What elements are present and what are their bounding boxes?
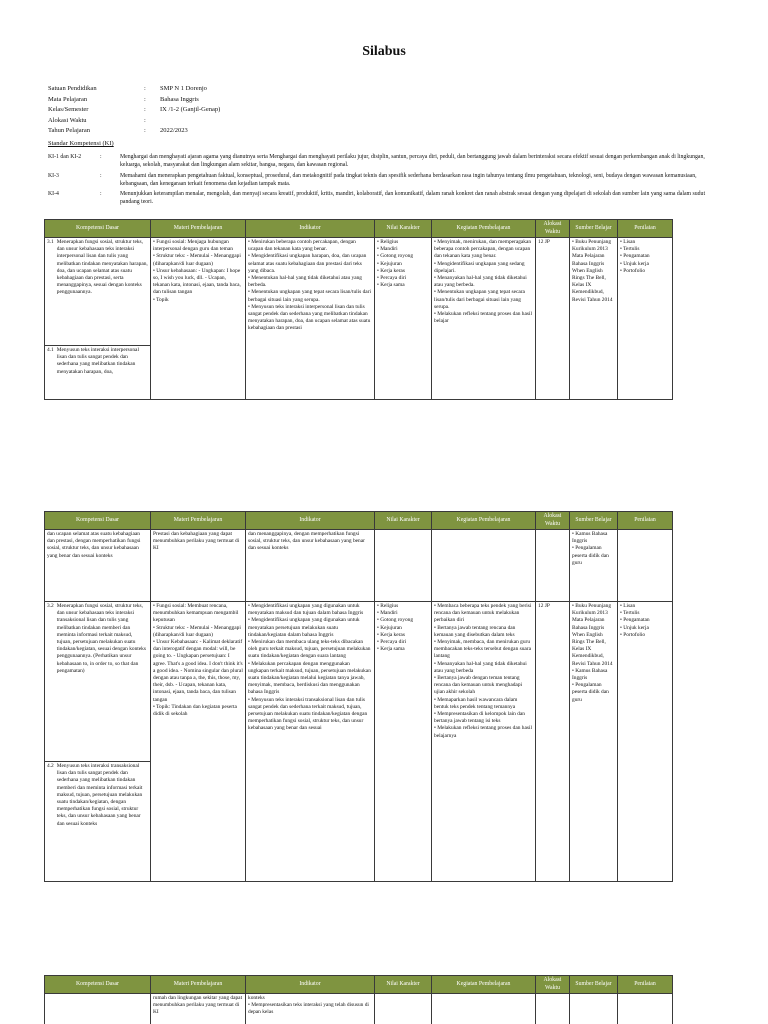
header-kegiatan: Kegiatan Pembelajaran [432, 512, 536, 530]
info-row-year: Tahun Pelajaran : 2022/2023 [48, 126, 460, 137]
nilai-cell: • Religius • Mandiri • Gotong royong • Kejujuran • Kerja keras • Percaya diri • Kerja sama [375, 602, 432, 882]
info-label: Kelas/Semester [48, 106, 89, 113]
sumber-cell [570, 994, 618, 1024]
info-label: Satuan Pendidikan [48, 85, 97, 92]
materi-cell: rumah dan lingkungan sekitar yang dapat menumbuhkan perilaku yang termuat di KI [151, 994, 246, 1024]
header-kegiatan: Kegiatan Pembelajaran [432, 976, 536, 994]
core-competencies [48, 153, 718, 209]
info-value [160, 116, 460, 127]
info-value: 2022/2023 [160, 127, 188, 134]
nilai-cell [375, 994, 432, 1024]
table-header-row [45, 220, 673, 238]
ki-row: KI-1 dan KI-2 : Menghargai dan menghayati ajaran agama yang dianutnya serta Menghargai dan menghayati perilaku jujur, disiplin, santun, percaya diri, peduli, dan bertanggung jawab dalam berinteraksi secara efektif sesuai dengan perkembangan anak di lingkungan, keluarga, sekolah, masyarakat dan lingkungan alam sekitar, bangsa, negara, dan kawasan regional. [48, 153, 718, 170]
syllabus-table-3 [44, 975, 673, 1024]
header-nilai: Nilai Karakter [375, 220, 432, 238]
nilai-cell: • Religius • Mandiri • Gotong royong • Kejujuran • Kerja keras • Percaya diri • Kerja sama [375, 238, 432, 400]
syllabus-table-1 [44, 219, 673, 400]
materi-cell: • Fungsi sosial: Menjaga hubungan interpersonal dengan guru dan teman • Struktur teks: - Memulai - Menanggapi (diharapkan/di luar dugaan) • Unsur kebahasaan: - Ungkapan: I hope so, I wish you luck, dll. - Ucapan, tekanan kata, intonasi, ejaan, tanda baca, dan tulisan tangan • Topik [151, 238, 246, 400]
ki-code: KI-3 [48, 172, 59, 179]
alokasi-cell [536, 994, 570, 1024]
header-materi: Materi Pembelajaran [151, 976, 246, 994]
table-row [45, 994, 673, 1024]
penilaian-cell [618, 530, 673, 602]
header-penilaian: Penilaian [618, 512, 673, 530]
info-label: Mata Pelajaran [48, 95, 88, 103]
info-label: Alokasi Waktu [48, 116, 87, 124]
alokasi-cell [536, 530, 570, 602]
penilaian-cell: • Lisan • Tertulis • Pengamatan • Unjuk kerja • Portofolio [618, 602, 673, 882]
ki-text: Menghargai dan menghayati ajaran agama yang dianutnya serta Menghargai dan menghayati perilaku jujur, disiplin, santun, percaya diri, peduli, dan bertanggung jawab dalam berinteraksi secara efektif sesuai dengan perkembangan anak di lingkungan, keluarga, sekolah, masyarakat dan lingkungan alam sekitar, bangsa, negara, dan kawasan regional. [120, 154, 705, 169]
kd-text: Menyusun teks interaksi transaksional lisan dan tulis sangat pendek dan sederhana yang melibatkan tindakan memberi dan meminta informasi terkait maksud, tujuan, persetujuan melakukan suatu tindakan/kegiatan, dengan memperhatikan fungsi sosial, struktur teks, dan unsur kebahasaan yang benar dan sesuai konteks [56, 763, 143, 827]
indikator-cell: dan menanggapinya, dengan memperhatikan fungsi sosial, struktur teks, dan unsur kebahasaan yang benar dan sesuai konteks [246, 530, 375, 602]
kd-cell [45, 762, 151, 882]
page-title: Silabus [362, 44, 406, 59]
kd-cell: dan ucapan selamat atas suatu kebahagiaan dan prestasi, dengan memperhatikan fungsi sosial, struktur teks, dan unsur kebahasaan yang benar dan sesuai konteks [45, 530, 151, 602]
info-label: Tahun Pelajaran [48, 127, 90, 134]
info-row-class: Kelas/Semester : IX /1-2 (Ganjil-Genap) [48, 105, 460, 116]
competency-standard-label: Standar Kompetensi (KI) [48, 140, 114, 147]
info-row-school: Satuan Pendidikan : SMP N 1 Dorenjo [48, 84, 460, 95]
table-row [45, 238, 673, 346]
kd-number: 4.1 [47, 347, 54, 353]
kd-text: Menerapkan fungsi sosial, struktur teks, dan unsur kebahasaan teks interaksi interpersonal lisan dan tulis yang melibatkan tindakan menyatakan harapan, doa, dan ucapan selamat atas suatu kebahagiaan dan prestasi, serta menanggapinya, sesuai dengan konteks penggunaannya. [56, 239, 148, 296]
header-penilaian: Penilaian [618, 976, 673, 994]
kd-number: 4.2 [47, 763, 54, 769]
header-nilai: Nilai Karakter [375, 512, 432, 530]
info-row-time: Alokasi Waktu : [48, 116, 460, 127]
ki-text: Memahami dan menerapkan pengetahuan faktual, konseptual, prosedural, dan metakognitif pada tingkat teknis dan spesifik sederhana berdasarkan rasa ingin tahunya tentang ilmu pengetahuan, teknologi, seni, budaya dengan wawasan kemanusiaan, kebangsaan, dan kenegaraan terkait fenomena dan kejadian tampak mata. [120, 172, 697, 187]
header-materi: Materi Pembelajaran [151, 512, 246, 530]
table-row [45, 602, 673, 762]
info-value: SMP N 1 Dorenjo [160, 85, 207, 92]
header-alokasi: Alokasi Waktu [536, 512, 570, 530]
header-materi: Materi Pembelajaran [151, 220, 246, 238]
table-header-row [45, 976, 673, 994]
table-row [45, 530, 673, 602]
materi-cell: Prestasi dan kebahagiaan yang dapat menumbuhkan perilaku yang termuat di KI [151, 530, 246, 602]
kegiatan-cell [432, 994, 536, 1024]
ki-row: KI-4 : Menunjukkan keterampilan menalar, mengolah, dan menyaji secara kreatif, produktif, kritis, mandiri, kolaboratif, dan komunikatif, dalam ranah konkret dan ranah abstrak sesuai dengan yang dipelajari di sekolah dan sumber lain yang sama dalam sudut pandang teori. [48, 190, 718, 207]
indikator-cell: • Mengidentifikasi ungkapan yang digunakan untuk menyatakan maksud dan tujuan dalam bahasa Inggris • Mengidentifikasi ungkapan yang digunakan untuk menyatakan persetujuan melakukan suatu tindakan/kegiatan dalam bahasa Inggris • Menirukan dan membaca ulang teks-teks dibacakan oleh guru terkait maksud, tujuan, persetujuan melakukan suatu tindakan/kegiatan dengan suara lantang • Melakukan percakapan dengan menggunakan ungkapan terkait maksud, tujuan, persetujuan melakukan suatu tindakan/kegiatan melalui kegiatan tanya jawab, menyimak, membaca, berdiskusi dan menggunakan bahasa Inggris • Menyusun teks interaksi transaksional lisan dan tulis sangat pendek dan sederhana terkait maksud, tujuan, persetujuan melakukan suatu tindakan/kegiatan dengan memperhatikan fungsi sosial, struktur teks, dan unsur kebahasaan yang benar dan sesuai [246, 602, 375, 882]
ki-code: KI-4 [48, 191, 59, 198]
indikator-cell: • Menirukan beberapa contoh percakapan, dengan ucapan dan tekanan kata yang benar. • Mengidentifikasi ungkapan harapan, doa, dan ucapan selamat atas suatu kebahagiaan dan prestasi dari teks yang dibaca. • Menentukan hal-hal yang tidak diketahui atau yang berbeda. • Menentukan ungkapan yang tepat secara lisan/tulis dari berbagai situasi lain yang serupa. • Menyusun teks interaksi interpersonal lisan dan tulis sangat pendek dan sederhana yang melibatkan tindakan menyatakan harapan, doa, dan ucapan selamat atas suatu kebahagiaan dan prestasi [246, 238, 375, 400]
kegiatan-cell: • Membaca beberapa teks pendek yang berisi rencana dan kemauan untuk melakukan perbaikan diri • Bertanya jawab tentang rencana dan kemauan yang disebutkan dalam teks • Menyimak, membaca, dan menirukan guru membacakan teks-teks tersebut dengan suara lantang • Menanyakan hal-hal yang tidak diketahui atau yang berbeda • Bertanya jawab dengan teman tentang rencana dan kemauan untuk menghadapi ujian akhir sekolah • Memaparkan hasil wawancara dalam bentuk teks pendek tentang temannya • Mempresentasikan di kelompok lain dan bertanya jawab tentang isi teks • Melakukan refleksi tentang proses dan hasil belajarnya [432, 602, 536, 882]
syllabus-table-2 [44, 511, 673, 882]
sumber-cell: • Kamus Bahasa Inggris • Pengalaman peserta didik dan guru [570, 530, 618, 602]
header-indikator: Indikator [246, 976, 375, 994]
header-sumber: Sumber Belajar [570, 976, 618, 994]
penilaian-cell [618, 994, 673, 1024]
alokasi-cell: 12 JP [536, 238, 570, 400]
indikator-cell: konteks • Mempresentasikan teks interaksi yang telah disusun di depan kelas [246, 994, 375, 1024]
info-value: IX /1-2 (Ganjil-Genap) [160, 106, 221, 113]
header-kegiatan: Kegiatan Pembelajaran [432, 220, 536, 238]
kd-text: Menerapkan fungsi sosial, struktur teks, dan unsur kebahasaan teks interaksi transaksional lisan dan tulis yang melibatkan tindakan memberi dan meminta informasi terkait maksud, tujuan, persetujuan melakukan suatu tindakan/kegiatan, sesuai dengan konteks penggunaannya. (Perhatikan unsur kebahasaan to, in order to, so that dan pengamatan) [56, 603, 146, 674]
sumber-cell: • Buku Penunjang Kurikulum 2013 Mata Pelajaran Bahasa Inggris When English Rings The Bell, Kelas IX Kemendikbud, Revisi Tahun 2014 • Kamus Bahasa Inggris • Pengalaman peserta didik dan guru [570, 602, 618, 882]
kegiatan-cell [432, 530, 536, 602]
header-penilaian: Penilaian [618, 220, 673, 238]
header-nilai: Nilai Karakter [375, 976, 432, 994]
nilai-cell [375, 530, 432, 602]
competency-standard-heading [48, 140, 114, 147]
kd-cell [45, 602, 151, 762]
kd-cell [45, 994, 151, 1024]
kd-number: 3.1 [47, 239, 54, 245]
header-alokasi: Alokasi Waktu [536, 220, 570, 238]
header-kd: Kompetensi Dasar [45, 976, 151, 994]
header-alokasi: Alokasi Waktu [536, 976, 570, 994]
header-sumber: Sumber Belajar [570, 220, 618, 238]
ki-code: KI-1 dan KI-2 [48, 154, 82, 160]
table-header-row [45, 512, 673, 530]
header-kd: Kompetensi Dasar [45, 512, 151, 530]
sumber-cell: • Buku Penunjang Kurikulum 2013 Mata Pelajaran Bahasa Inggris When English Rings The Bell, Kelas IX Kemendikbud, Revisi Tahun 2014 [570, 238, 618, 400]
identity-block [48, 84, 460, 137]
header-kd: Kompetensi Dasar [45, 220, 151, 238]
kd-cell [45, 238, 151, 346]
header-sumber: Sumber Belajar [570, 512, 618, 530]
alokasi-cell: 12 JP [536, 602, 570, 882]
header-indikator: Indikator [246, 220, 375, 238]
kegiatan-cell: • Menyimak, menirukan, dan memperagakan beberapa contoh percakapan, dengan ucapan dan tekanan kata yang benar. • Mengidentifikasi ungkapan yang sedang dipelajari. • Menanyakan hal-hal yang tidak diketahui atau yang berbeda. • Menentukan ungkapan yang tepat secara lisan/tulis dari berbagai situasi lain yang serupa. • Melakukan refleksi tentang proses dan hasil belajar [432, 238, 536, 400]
kd-text: Menyusun teks interaksi interpersonal lisan dan tulis sangat pendek dan sederhana yang melibatkan tindakan menyatakan harapan, doa, [56, 347, 139, 375]
ki-row: KI-3 : Memahami dan menerapkan pengetahuan faktual, konseptual, prosedural, dan metakognitif pada tingkat teknis dan spesifik sederhana berdasarkan rasa ingin tahunya tentang ilmu pengetahuan, teknologi, seni, budaya dengan wawasan kemanusiaan, kebangsaan, dan kenegaraan terkait fenomena dan kejadian tampak mata. [48, 172, 718, 189]
info-row-subject: Mata Pelajaran : Bahasa Inggris [48, 95, 460, 106]
penilaian-cell: • Lisan • Tertulis • Pengamatan • Unjuk kerja • Portofolio [618, 238, 673, 400]
kd-number: 3.2 [47, 603, 54, 609]
info-value: Bahasa Inggris [160, 95, 199, 103]
materi-cell: • Fungsi sosial: Membuat rencana, menumbuhkan kemampuan mengambil keputusan • Struktur teks: - Memulai - Menanggapi (diharapkan/di luar dugaan) • Unsur Kebahasaan: - Kalimat deklaratif dan interogatif dengan modal: will, be going to. - Ungkapan persetujuan: I agree. That's a good idea. I don't think it's a good idea. - Nomina singular dan plural dengan atau tanpa a, the, this, those, my, their, dsb. - Ucapan, tekanan kata, intonasi, ejaan, tanda baca, dan tulisan tangan • Topik: Tindakan dan kegiatan peserta didik di sekolah [151, 602, 246, 882]
header-indikator: Indikator [246, 512, 375, 530]
ki-text: Menunjukkan keterampilan menalar, mengolah, dan menyaji secara kreatif, produktif, kritis, mandiri, kolaboratif, dan komunikatif, dalam ranah konkret dan ranah abstrak sesuai dengan yang dipelajari di sekolah dan sumber lain yang sama dalam sudut pandang teori. [120, 191, 706, 206]
kd-cell [45, 346, 151, 400]
